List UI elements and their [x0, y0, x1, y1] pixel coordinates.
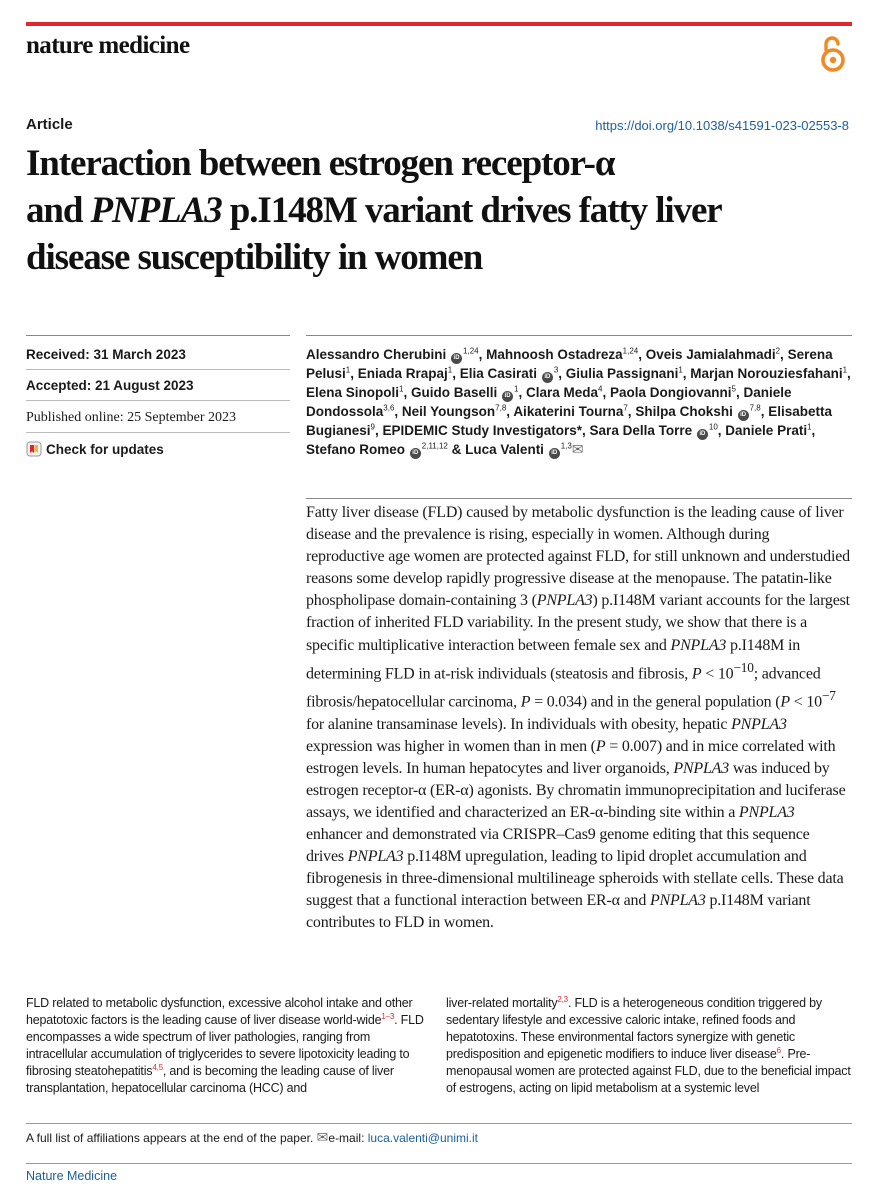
- abstract-italic: PNPLA3: [673, 759, 730, 777]
- received-date: Received: 31 March 2023: [26, 347, 186, 362]
- body-text: liver-related mortality: [446, 996, 558, 1010]
- body-text: , and is becoming the leading cause of liver transplantation, hepatocellular carcinoma (HCC) and: [26, 1064, 394, 1095]
- abstract-text: for alanine transaminase levels). In individuals with obesity, hepatic: [306, 715, 732, 733]
- author: [513, 404, 627, 419]
- abstract-italic: P: [595, 737, 606, 755]
- abstract-text: < 10: [789, 693, 822, 711]
- check-updates-icon: [26, 441, 42, 457]
- author-name[interactable]: Elena Sinopoli: [306, 385, 400, 400]
- affiliation-marker: 1,3: [560, 441, 572, 451]
- body-text: FLD related to metabolic dysfunction, excessive alcohol intake and other hepatotoxic factors is the leading cause of liver disease world-wide: [26, 996, 413, 1027]
- check-updates-label: Check for updates: [46, 441, 164, 457]
- author: [358, 366, 452, 381]
- author-list: [306, 345, 852, 459]
- footnote-divider: [26, 1123, 852, 1124]
- affiliation-marker: 1: [678, 365, 683, 375]
- abstract-divider: [306, 498, 852, 499]
- affiliation-marker: 9: [370, 422, 375, 432]
- author-name[interactable]: Luca Valenti: [465, 442, 544, 457]
- author: [411, 385, 519, 400]
- abstract-text: ) p.I148M variant accounts for the largest fraction of inherited FLD variability. In the present study, we show that there is a specific multiplicative interaction between female sex and: [306, 592, 850, 654]
- author-separator: ,: [780, 347, 788, 362]
- author: [460, 366, 559, 381]
- author-name[interactable]: Stefano Romeo: [306, 442, 406, 457]
- check-updates-button[interactable]: [26, 441, 164, 457]
- footer-journal[interactable]: Nature Medicine: [26, 1169, 118, 1183]
- author-name[interactable]: Eniada Rrapaj: [357, 366, 448, 381]
- author: [465, 442, 572, 457]
- affiliation-marker: 7: [623, 403, 628, 413]
- body-superscript: 1–3: [381, 1011, 395, 1021]
- author: [725, 423, 811, 438]
- author: [306, 442, 448, 457]
- author: [382, 423, 582, 438]
- author-name[interactable]: Clara Meda: [526, 385, 599, 400]
- body-column-right: [446, 995, 851, 1097]
- author-name[interactable]: Serena Pelusi: [306, 347, 833, 381]
- affiliation-marker: 1: [447, 365, 453, 375]
- abstract-text: p.I148M upregulation, leading to lipid droplet accumulation and fibrogenesis in three-dimensional multilineage spheroids with stellate cells. These data suggest that a functional interaction between ER-α and: [306, 848, 844, 910]
- title-line-1: Interaction between estrogen receptor-α: [26, 143, 615, 184]
- author-name[interactable]: Daniele Prati: [725, 423, 808, 438]
- author-separator: ,: [452, 366, 460, 381]
- author-name[interactable]: Paola Dongiovanni: [610, 385, 732, 400]
- affiliation-marker: 4: [598, 384, 603, 394]
- title-gene: PNPLA3: [90, 190, 222, 231]
- abstract-text: expression was higher in women than in men (: [306, 737, 596, 755]
- author: [646, 347, 780, 362]
- author: [690, 366, 847, 381]
- author: [590, 423, 718, 438]
- orcid-icon[interactable]: iD: [410, 448, 421, 459]
- body-text: . Pre-menopausal women are protected against FLD, due to the beneficial impact of estrogens, acting on lipid metabolism at a systemic level: [446, 1047, 851, 1095]
- author-separator: ,: [506, 404, 514, 419]
- abstract-italic: P: [520, 693, 531, 711]
- body-superscript: 6: [776, 1045, 781, 1055]
- open-access-lock-icon: [818, 34, 848, 74]
- author: [635, 404, 760, 419]
- abstract-text: p.I148M in determining FLD in at-risk individuals (steatosis and fibrosis,: [306, 636, 801, 682]
- author-name[interactable]: Neil Youngson: [401, 404, 496, 419]
- author-name[interactable]: Mahnoosh Ostadreza: [486, 347, 623, 362]
- abstract-italic: PNPLA3: [649, 892, 706, 910]
- abstract-italic: PNPLA3: [347, 848, 404, 866]
- author-separator: ,: [403, 385, 411, 400]
- author: [610, 385, 736, 400]
- author: [306, 385, 403, 400]
- author-name[interactable]: Aikaterini Tourna: [513, 404, 624, 419]
- header-rule: [26, 22, 852, 26]
- orcid-icon[interactable]: iD: [502, 391, 513, 402]
- affiliations-footnote: [26, 1129, 478, 1146]
- author-separator: ,: [717, 423, 726, 438]
- body-superscript: 2,3: [557, 994, 568, 1004]
- abstract-text: ; advanced fibrosis/hepatocellular carcinoma,: [306, 664, 821, 711]
- author-separator: ,: [627, 404, 636, 419]
- meta-separator: [26, 400, 290, 401]
- email-link[interactable]: luca.valenti@unimi.it: [367, 1131, 478, 1145]
- abstract-italic: PNPLA3: [731, 715, 787, 733]
- article-type: Article: [26, 116, 73, 133]
- orcid-icon[interactable]: iD: [542, 372, 553, 383]
- abstract-superscript: −10: [733, 659, 754, 675]
- author-separator: ,: [760, 404, 769, 419]
- author-separator: ,: [394, 404, 402, 419]
- affiliation-marker: 1: [399, 384, 404, 394]
- author-name[interactable]: Giulia Passignani: [565, 366, 679, 381]
- author-separator: ,: [602, 385, 610, 400]
- mail-icon[interactable]: ✉: [571, 441, 584, 457]
- title-line-2-prefix: and: [26, 190, 91, 231]
- author-name[interactable]: Oveis Jamialahmadi: [645, 347, 776, 362]
- orcid-icon[interactable]: iD: [451, 353, 462, 364]
- authors-divider: [306, 335, 852, 336]
- affiliations-note: A full list of affiliations appears at the end of the paper.: [26, 1131, 314, 1145]
- abstract-text: < 10: [701, 664, 734, 682]
- abstract-italic: PNPLA3: [738, 803, 795, 821]
- meta-divider: [26, 335, 290, 336]
- affiliation-marker: 7,8: [749, 403, 761, 413]
- accepted-date: Accepted: 21 August 2023: [26, 378, 194, 393]
- abstract: [306, 502, 851, 934]
- abstract-italic: PNPLA3: [536, 592, 593, 610]
- author-separator: ,: [350, 366, 358, 381]
- abstract-text: p.I148M variant contributes to FLD in women.: [306, 892, 811, 932]
- author: [486, 347, 638, 362]
- journal-name[interactable]: nature medicine: [26, 32, 190, 59]
- meta-separator: [26, 369, 290, 370]
- author-separator: ,: [735, 385, 744, 400]
- footer-divider: [26, 1163, 852, 1164]
- author-name[interactable]: Marjan Norouziesfahani: [690, 366, 843, 381]
- abstract-text: enhancer and demonstrated via CRISPR–Cas9 genome editing that this sequence drives: [306, 825, 810, 866]
- affiliation-marker: 1,24: [622, 346, 639, 356]
- abstract-italic: PNPLA3: [670, 636, 727, 654]
- affiliation-marker: 3,6: [383, 403, 395, 413]
- body-superscript: 4,5: [152, 1062, 163, 1072]
- article-title: [26, 140, 856, 281]
- abstract-italic: P: [691, 664, 702, 682]
- author-separator: ,: [811, 423, 816, 438]
- title-line-2-rest: p.I148M variant drives fatty liver: [221, 190, 722, 231]
- affiliation-marker: 7,8: [495, 403, 507, 413]
- author-name[interactable]: Guido Baselli: [410, 385, 498, 400]
- abstract-italic: P: [780, 693, 790, 711]
- author-separator: ,: [374, 423, 383, 438]
- author-name[interactable]: Alessandro Cherubini: [306, 347, 447, 362]
- author-separator: ,: [682, 366, 691, 381]
- orcid-icon[interactable]: iD: [549, 448, 560, 459]
- author-name[interactable]: Daniele Dondossola: [306, 385, 792, 419]
- affiliation-marker: 1: [807, 422, 812, 432]
- mail-icon: ✉: [316, 1129, 329, 1145]
- author-separator: ,: [582, 423, 590, 438]
- author: [402, 404, 506, 419]
- affiliation-marker: 10: [708, 422, 718, 432]
- affiliation-marker: 1,24: [463, 346, 479, 356]
- title-line-3: disease susceptibility in women: [26, 237, 483, 278]
- orcid-icon[interactable]: iD: [738, 410, 749, 421]
- author-name[interactable]: Shilpa Chokshi: [635, 404, 733, 419]
- author-separator: ,: [478, 347, 487, 362]
- author-name[interactable]: Elia Casirati: [459, 366, 538, 381]
- author-separator: ,: [558, 366, 566, 381]
- doi-link[interactable]: https://doi.org/10.1038/s41591-023-02553-8: [595, 118, 849, 133]
- body-text: . FLD is a heterogeneous condition triggered by sedentary lifestyle and excessive caloric intake, refined foods and hepatotoxins. These environmental factors synergize with genetic predisposition and epigenetic modifiers to induce liver disease: [446, 996, 822, 1061]
- published-date: Published online: 25 September 2023: [26, 410, 236, 425]
- body-text: . FLD encompasses a wide spectrum of liver pathologies, ranging from intracellular accumulation of triglycerides to severe lipotoxicity leading to fibrosing steatohepatitis: [26, 1013, 424, 1078]
- affiliation-marker: 1: [842, 365, 848, 375]
- abstract-text: = 0.007) and in mice correlated with estrogen levels. In human hepatocytes and liver organoids,: [306, 737, 836, 777]
- abstract-text: Fatty liver disease (FLD) caused by metabolic dysfunction is the leading cause of liver disease and the prevalence is rising, especially in women. Although during reproductive age women are protected against FLD, for still unknown and understudied reasons some develop rapidly progressive disease at the menopause. The patatin-like phospholipase domain-containing 3 (: [306, 504, 850, 610]
- abstract-superscript: −7: [821, 688, 836, 704]
- affiliation-marker: 5: [731, 384, 736, 394]
- author-separator: &: [447, 442, 466, 457]
- author-name[interactable]: Sara Della Torre: [589, 423, 693, 438]
- meta-separator: [26, 432, 290, 433]
- affiliation-marker: 2,11,12: [421, 441, 448, 451]
- author: [566, 366, 683, 381]
- author-separator: ,: [518, 385, 526, 400]
- affiliation-marker: 1: [345, 365, 351, 375]
- author: [306, 347, 479, 362]
- author: [526, 385, 602, 400]
- orcid-icon[interactable]: iD: [697, 429, 708, 440]
- email-label: e-mail:: [328, 1131, 365, 1145]
- affiliation-marker: 1: [514, 384, 519, 394]
- abstract-text: was induced by estrogen receptor-α (ER-α) agonists. By chromatin immunoprecipitation and luciferase assays, we identified and characterized an ER-α-binding site within a: [306, 759, 846, 821]
- author-separator: ,: [847, 366, 851, 381]
- affiliation-marker: 3: [553, 365, 559, 375]
- body-column-left: [26, 995, 431, 1097]
- abstract-text: = 0.034) and in the general population (: [530, 693, 781, 711]
- author-name[interactable]: Elisabetta Bugianesi: [306, 404, 833, 438]
- author-separator: ,: [638, 347, 646, 362]
- affiliation-marker: 2: [775, 346, 781, 356]
- author-name[interactable]: EPIDEMIC Study Investigators*: [382, 423, 583, 438]
